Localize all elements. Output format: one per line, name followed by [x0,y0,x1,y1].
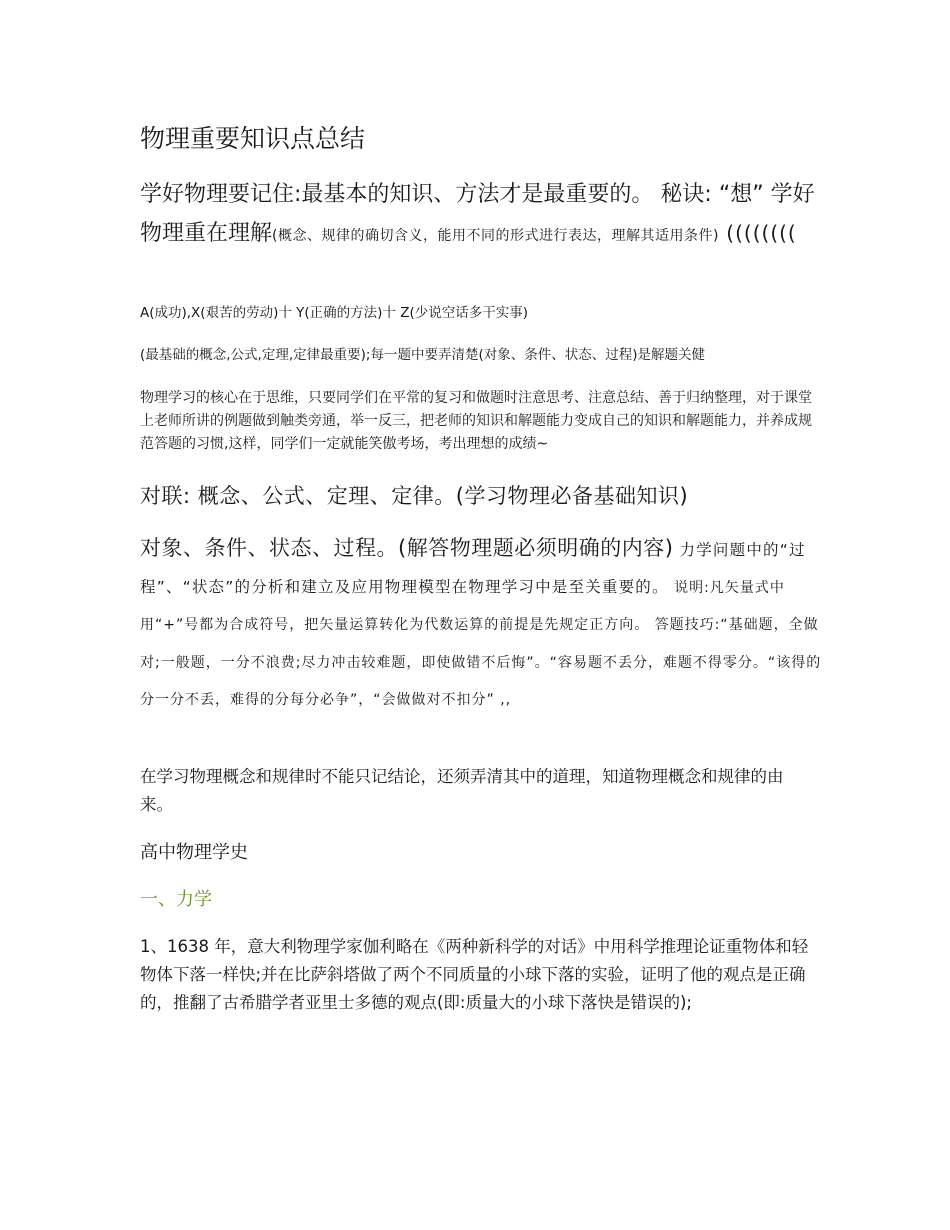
intro-paragraph [140,176,820,255]
process-text: 力学问题中的“过程”、“状态”的分析和建立及应用物理模型在物理学习中是至关重要的。 [140,541,806,596]
objects-heading-text: 对象、条件、状态、过程。(解答物理题必须明确的内容) [140,536,674,560]
page-title: 物理重要知识点总结 [140,124,366,153]
couplet-heading: 对联: 概念、公式、定理、定律。(学习物理必备基础知识) [140,484,689,508]
intro-note-text: (概念、规律的确切含义，能用不同的形式进行表达，理解其适用条件) [272,228,719,244]
formula-line: A(成功),X(艰苦的劳动)十 Y(正确的方法)十 Z(少说空话多干实事) [140,305,528,321]
mechanics-heading: 一、力学 [140,889,212,910]
history-item-1: 1、1638 年，意大利物理学家伽利略在《两种新科学的对话》中用科学推理论证重物体和轻物体下落一样快;并在比萨斜塔做了两个不同质量的小球下落的实验，证明了他的观点是正确的，推翻了古希腊学者亚里士多德的观点(即:质量大的小球下落快是错误的); [140,937,809,1012]
intro-parens: (((((((( [718,221,797,245]
objects-paragraph [140,530,824,719]
history-heading: 高中物理学史 [140,842,248,863]
basics-line: (最基础的概念,公式,定理,定律最重要);每一题中要弄清楚(对象、条件、状态、过程)是解题关健 [140,347,705,363]
concept-paragraph: 在学习物理概念和规律时不能只记结论，还须弄清其中的道理，知道物理概念和规律的由来。 [140,767,784,814]
vector-note-text: 说明:凡矢量式中用“+”号都为合成符号，把矢量运算转化为代数运算的前提是先规定正方向。 答题技巧:“基础题，全做对;一般题，一分不浪费;尽力冲击较难题，即使做错不后悔”。“容易题不丢分，难题不得零分。“该得的分一分不丢，难得的分每分必争”，“会做做对不扣分” ,, [140,579,822,708]
core-paragraph: 物理学习的核心在于思维，只要同学们在平常的复习和做题时注意思考、注意总结、善于归纳整理，对于课堂上老师所讲的例题做到触类旁通，举一反三，把老师的知识和解题能力变成自己的知识和解题能力，并养成规范答题的习惯,这样，同学们一定就能笑傲考场，考出理想的成绩~ [140,390,812,452]
intro-main-text: 学好物理要记住:最基本的知识、方法才是最重要的。 秘诀: “想” 学好物理重在理解 [140,182,815,246]
